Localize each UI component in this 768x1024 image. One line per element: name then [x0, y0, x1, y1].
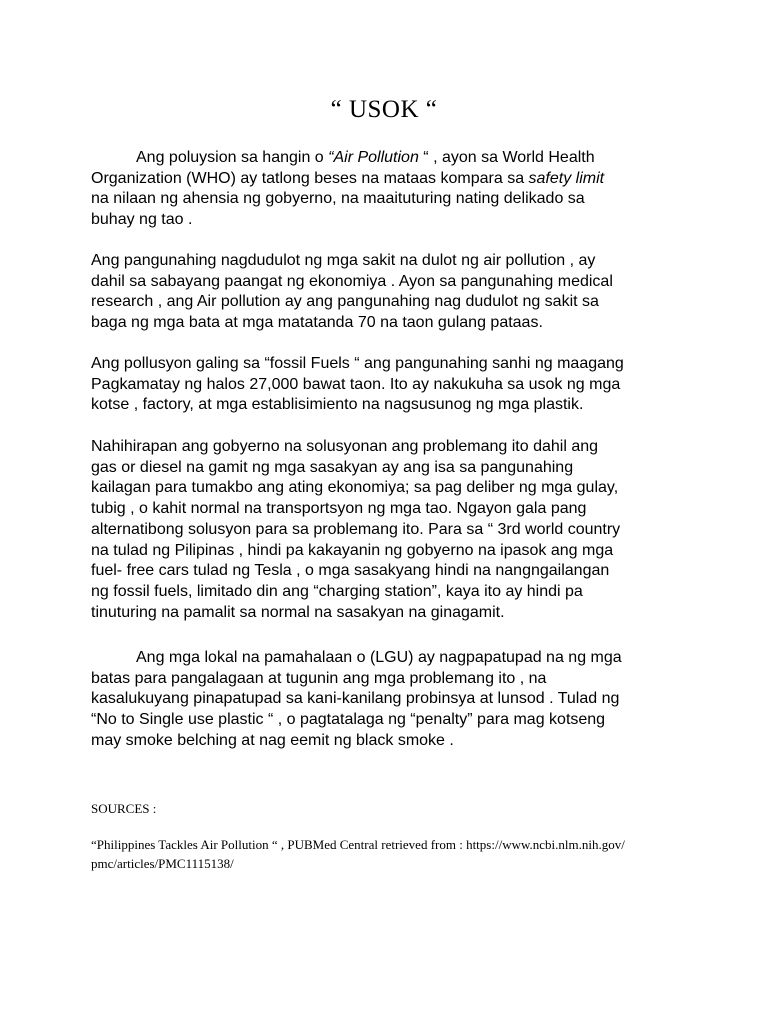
paragraph-line: may smoke belching at nag eemit ng black smoke . — [91, 731, 454, 749]
paragraph-line: research , ang Air pollution ay ang pangunahing nag dudulot ng sakit sa — [91, 293, 599, 311]
paragraph-line: buhay ng tao . — [91, 211, 193, 229]
paragraph-line: kailagan para tumakbo ang ating ekonomiya; sa pag deliber ng mga gulay, — [91, 479, 619, 497]
citation-line: pmc/articles/PMC1115138/ — [91, 856, 234, 871]
citation-line: “Philippines Tackles Air Pollution “ , PUBMed Central retrieved from : https://www.ncbi.nlm.nih.gov/ — [91, 837, 625, 852]
sources-heading: SOURCES : — [91, 801, 157, 816]
paragraph-line: Ang pangunahing nagdudulot ng mga sakit na dulot ng air pollution , ay — [91, 252, 596, 269]
paragraph-line: fuel- free cars tulad ng Tesla , o mga sasakyang hindi na nangngailangan — [91, 562, 610, 580]
paragraph-line: tinuturing na pamalit sa normal na sasakyan na ginagamit. — [91, 603, 505, 621]
text-run: “ , ayon sa World Health — [418, 149, 595, 166]
paragraph-line: baga ng mga bata at mga matatanda 70 na taon gulang pataas. — [91, 314, 543, 332]
paragraph-line: Pagkamatay ng halos 27,000 bawat taon. Ito ay nakukuha sa usok ng mga — [91, 375, 621, 393]
paragraph-line: Ang mga lokal na pamahalaan o (LGU) ay nagpapatupad na ng mga — [136, 649, 622, 666]
text-run: Ang poluysion sa hangin o — [136, 149, 329, 166]
paragraph-line — [91, 169, 691, 190]
paragraph-line: Nahihirapan ang gobyerno na solusyonan ang problemang ito dahil ang — [91, 438, 599, 455]
paragraph-1 — [91, 148, 691, 231]
paragraph-line: dahil sa sabayang paangat ng ekonomiya . Ayon sa pangunahing medical — [91, 272, 613, 290]
document-title: “ USOK “ — [330, 96, 438, 123]
paragraph-line: “No to Single use plastic “ , o pagtatalaga ng “penalty” para mag kotseng — [91, 711, 606, 729]
paragraph-line: kotse , factory, at mga establisimiento na nagsusunog ng mga plastik. — [91, 396, 584, 414]
italic-run: “Air Pollution — [328, 149, 419, 166]
italic-run: safety limit — [528, 169, 605, 187]
source-citation — [91, 835, 711, 873]
text-run: Organization (WHO) ay tatlong beses na mataas kompara sa — [91, 169, 529, 187]
paragraph-line: tubig , o kahit normal na transportsyon ng mga tao. Ngayon gala pang — [91, 500, 587, 518]
paragraph-line — [91, 148, 691, 169]
paragraph-3 — [91, 354, 691, 416]
paragraph-4 — [91, 437, 691, 623]
paragraph-line: na tulad ng Pilipinas , hindi pa kakayanin ng gobyerno na ipasok ang mga — [91, 541, 614, 559]
paragraph-line: gas or diesel na gamit ng mga sasakyan ay ang isa sa pangunahing — [91, 458, 574, 476]
paragraph-line: ng fossil fuels, limitado din ang “charging station”, kaya ito ay hindi pa — [91, 582, 583, 600]
paragraph-2 — [91, 251, 691, 334]
paragraph-line: batas para pangalagaan at tugunin ang mga problemang ito , na — [91, 669, 547, 687]
paragraph-line: Ang pollusyon galing sa “fossil Fuels “ ang pangunahing sanhi ng maagang — [91, 355, 624, 372]
paragraph-5 — [91, 648, 691, 752]
paragraph-line: kasalukuyang pinapatupad sa kani-kanilang probinsya at lunsod . Tulad ng — [91, 690, 620, 708]
paragraph-line: alternatibong solusyon para sa problemang ito. Para sa “ 3rd world country — [91, 520, 621, 538]
paragraph-line: na nilaan ng ahensia ng gobyerno, na maaituturing nating delikado sa — [91, 190, 585, 208]
